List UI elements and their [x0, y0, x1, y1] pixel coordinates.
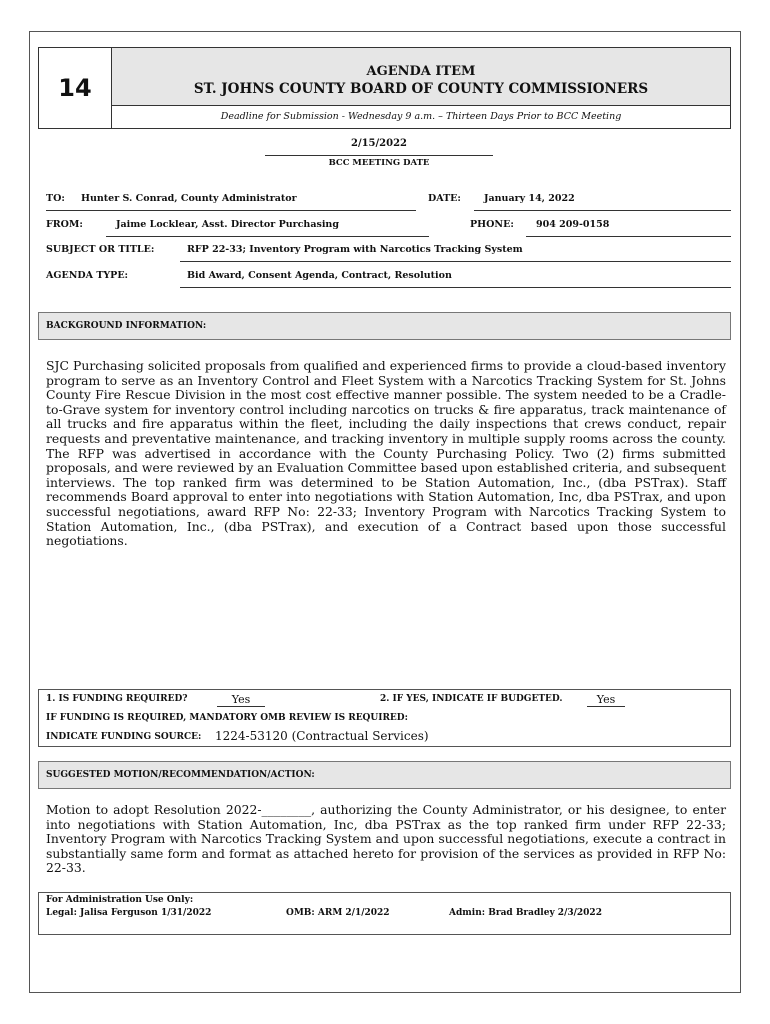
phone-label: PHONE:: [470, 219, 514, 230]
from-label: FROM:: [46, 219, 83, 230]
budgeted-label: 2. IF YES, INDICATE IF BUDGETED.: [380, 694, 563, 704]
motion-text: Motion to adopt Resolution 2022-________, authorizing the County Administrator, or his designee, to enter into negotiations with Station Automation, Inc, dba PSTrax as the top ranked firm under RFP 22-33; Inventory Program with Narcotics Tracking System and upon successful negotiations, execute a contract in substantially same form and format as attached hereto for provision of the services as provided in RFP No: 22-33.: [46, 802, 726, 876]
background-text: SJC Purchasing solicited proposals from qualified and experienced firms to provide a cloud-based inventory program to serve as an Inventory Control and Fleet System with a Narcotics Tracking System for St. Johns County Fire Rescue Division in the most cost effective manner possible. The system needed to be a Cradle-to-Grave system for inventory control including narcotics on trucks & fire apparatus, track maintenance of all trucks and fire apparatus within the fleet, including the daily inspections that crews conduct, repair requests and preventative maintenance, and tracking inventory in multiple supply rooms across the county. The RFP was advertised in accordance with the County Purchasing Policy. Two (2) firms submitted proposals, and were reviewed by an Evaluation Committee based upon established criteria, and subsequent interviews. The top ranked firm was determined to be Station Automation, Inc., (dba PSTrax). Staff recommends Board approval to enter into negotiations with Station Automation, Inc, dba PSTrax, and upon successful negotiations, award RFP No: 22-33; Inventory Program with Narcotics Tracking System to Station Automation, Inc., (dba PSTrax), and execution of a Contract based upon those successful negotiations.: [46, 358, 726, 549]
funding-required-value: Yes: [217, 693, 265, 707]
budgeted-value: Yes: [587, 693, 625, 707]
background-heading: BACKGROUND INFORMATION:: [38, 312, 731, 340]
to-rule: [46, 210, 416, 211]
to-label: TO:: [46, 193, 65, 204]
date-rule: [474, 210, 731, 211]
funding-box: [38, 689, 731, 747]
agenda-type-value: Bid Award, Consent Agenda, Contract, Resolution: [187, 270, 452, 281]
motion-heading: SUGGESTED MOTION/RECOMMENDATION/ACTION:: [38, 761, 731, 789]
admin-use-box: [38, 892, 731, 935]
header-title: [112, 48, 730, 106]
funding-source-label: INDICATE FUNDING SOURCE:: [46, 732, 202, 742]
agenda-type-label: AGENDA TYPE:: [46, 270, 129, 281]
header-title-line2: ST. JOHNS COUNTY BOARD OF COUNTY COMMISSIONERS: [193, 81, 649, 97]
subject-value: RFP 22-33; Inventory Program with Narcotics Tracking System: [187, 244, 523, 255]
agenda-item-number: 14: [39, 48, 112, 128]
agenda-type-rule: [180, 287, 731, 288]
from-value: Jaime Locklear, Asst. Director Purchasing: [116, 219, 339, 230]
phone-value: 904 209-0158: [536, 219, 610, 230]
deadline-note: Deadline for Submission - Wednesday 9 a.m. – Thirteen Days Prior to BCC Meeting: [220, 111, 622, 122]
subject-rule: [180, 261, 731, 262]
phone-rule: [526, 236, 731, 237]
agenda-header: [38, 47, 731, 129]
funding-source-value: 1224-53120 (Contractual Services): [215, 729, 429, 743]
from-rule: [106, 236, 429, 237]
admin-approval: Admin: Brad Bradley 2/3/2022: [449, 908, 602, 918]
bcc-meeting-date: 2/15/2022: [350, 138, 407, 149]
funding-required-label: 1. IS FUNDING REQUIRED?: [46, 694, 188, 704]
omb-approval: OMB: ARM 2/1/2022: [286, 908, 390, 918]
omb-review-note: IF FUNDING IS REQUIRED, MANDATORY OMB REVIEW IS REQUIRED:: [46, 713, 408, 723]
to-value: Hunter S. Conrad, County Administrator: [81, 193, 297, 204]
legal-approval: Legal: Jalisa Ferguson 1/31/2022: [46, 908, 212, 918]
date-value: January 14, 2022: [484, 193, 575, 204]
header-title-line1: AGENDA ITEM: [366, 64, 476, 79]
subject-label: SUBJECT OR TITLE:: [46, 244, 155, 255]
bcc-meeting-date-label: BCC MEETING DATE: [328, 158, 430, 168]
date-label: DATE:: [428, 193, 461, 204]
admin-use-heading: For Administration Use Only:: [46, 895, 194, 905]
meeting-date-rule: [265, 155, 493, 156]
